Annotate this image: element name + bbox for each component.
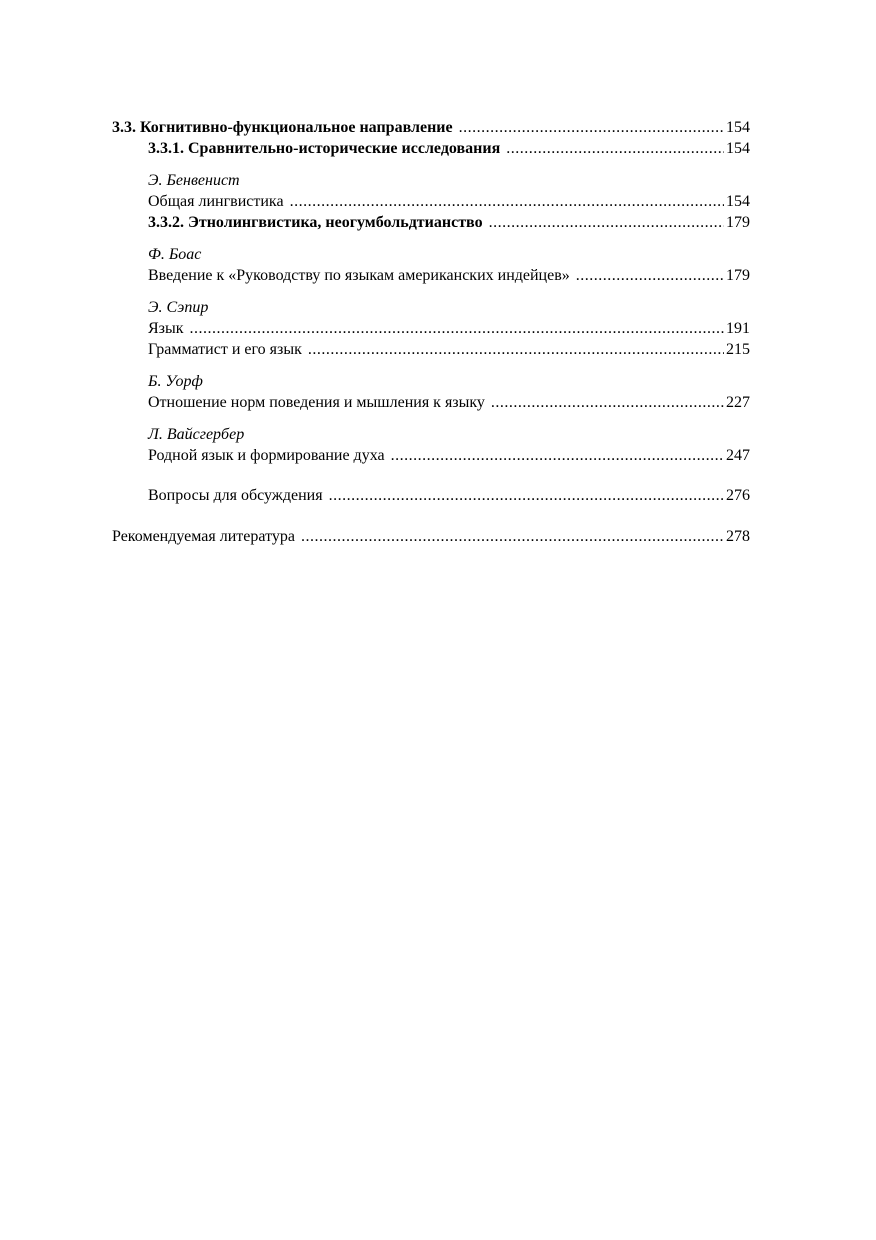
dot-leader (459, 117, 724, 138)
dot-leader (576, 265, 724, 286)
dot-leader (329, 485, 724, 506)
dot-leader (391, 445, 724, 466)
toc-entry-sapir-1[interactable] (112, 318, 750, 339)
toc-entry-page: 179 (726, 267, 750, 284)
toc-entry-label: Язык (148, 320, 184, 337)
toc-entry-page: 227 (726, 394, 750, 411)
toc-entry-label: Грамматист и его язык (148, 341, 302, 358)
author-sapir: Э. Сэпир (148, 299, 209, 316)
dot-leader (190, 318, 724, 339)
table-of-contents (112, 117, 750, 547)
toc-entry-label: Отношение норм поведения и мышления к языку (148, 394, 485, 411)
toc-entry-boas-1[interactable] (112, 265, 750, 286)
toc-entry-page: 154 (726, 119, 750, 136)
toc-entry-label: Родной язык и формирование духа (148, 447, 385, 464)
toc-entry-benveniste-1[interactable] (112, 191, 750, 212)
author-benveniste: Э. Бенвенист (148, 172, 240, 189)
toc-entry-questions[interactable] (112, 485, 750, 506)
author-whorf: Б. Уорф (148, 373, 203, 390)
toc-entry-page: 278 (726, 528, 750, 545)
toc-entry-page: 191 (726, 320, 750, 337)
dot-leader (491, 392, 724, 413)
toc-entry-section-3-3-2[interactable] (112, 212, 750, 233)
dot-leader (290, 191, 724, 212)
toc-entry-label: 3.3. Когнитивно-функциональное направление (112, 119, 453, 136)
toc-entry-sapir-2[interactable] (112, 339, 750, 360)
toc-entry-page: 247 (726, 447, 750, 464)
toc-entry-page: 154 (726, 193, 750, 210)
dot-leader (506, 138, 724, 159)
dot-leader (489, 212, 724, 233)
toc-entry-page: 215 (726, 341, 750, 358)
toc-entry-label: Рекомендуемая литература (112, 528, 295, 545)
author-boas: Ф. Боас (148, 246, 202, 263)
toc-entry-section-3-3[interactable] (112, 117, 750, 138)
toc-entry-label: Вопросы для обсуждения (148, 487, 323, 504)
toc-entry-section-3-3-1[interactable] (112, 138, 750, 159)
toc-entry-label: Общая лингвистика (148, 193, 284, 210)
toc-entry-page: 276 (726, 487, 750, 504)
author-weisgerber: Л. Вайсгербер (148, 426, 245, 443)
dot-leader (301, 526, 724, 547)
toc-entry-label: 3.3.1. Сравнительно-исторические исследования (148, 140, 501, 157)
toc-entry-whorf-1[interactable] (112, 392, 750, 413)
toc-entry-label: Введение к «Руководству по языкам американских индейцев» (148, 267, 570, 284)
toc-entry-label: 3.3.2. Этнолингвистика, неогумбольдтианство (148, 214, 483, 231)
toc-entry-weisgerber-1[interactable] (112, 445, 750, 466)
dot-leader (308, 339, 724, 360)
toc-entry-page: 179 (726, 214, 750, 231)
toc-entry-page: 154 (726, 140, 750, 157)
toc-entry-literature[interactable] (112, 526, 750, 547)
